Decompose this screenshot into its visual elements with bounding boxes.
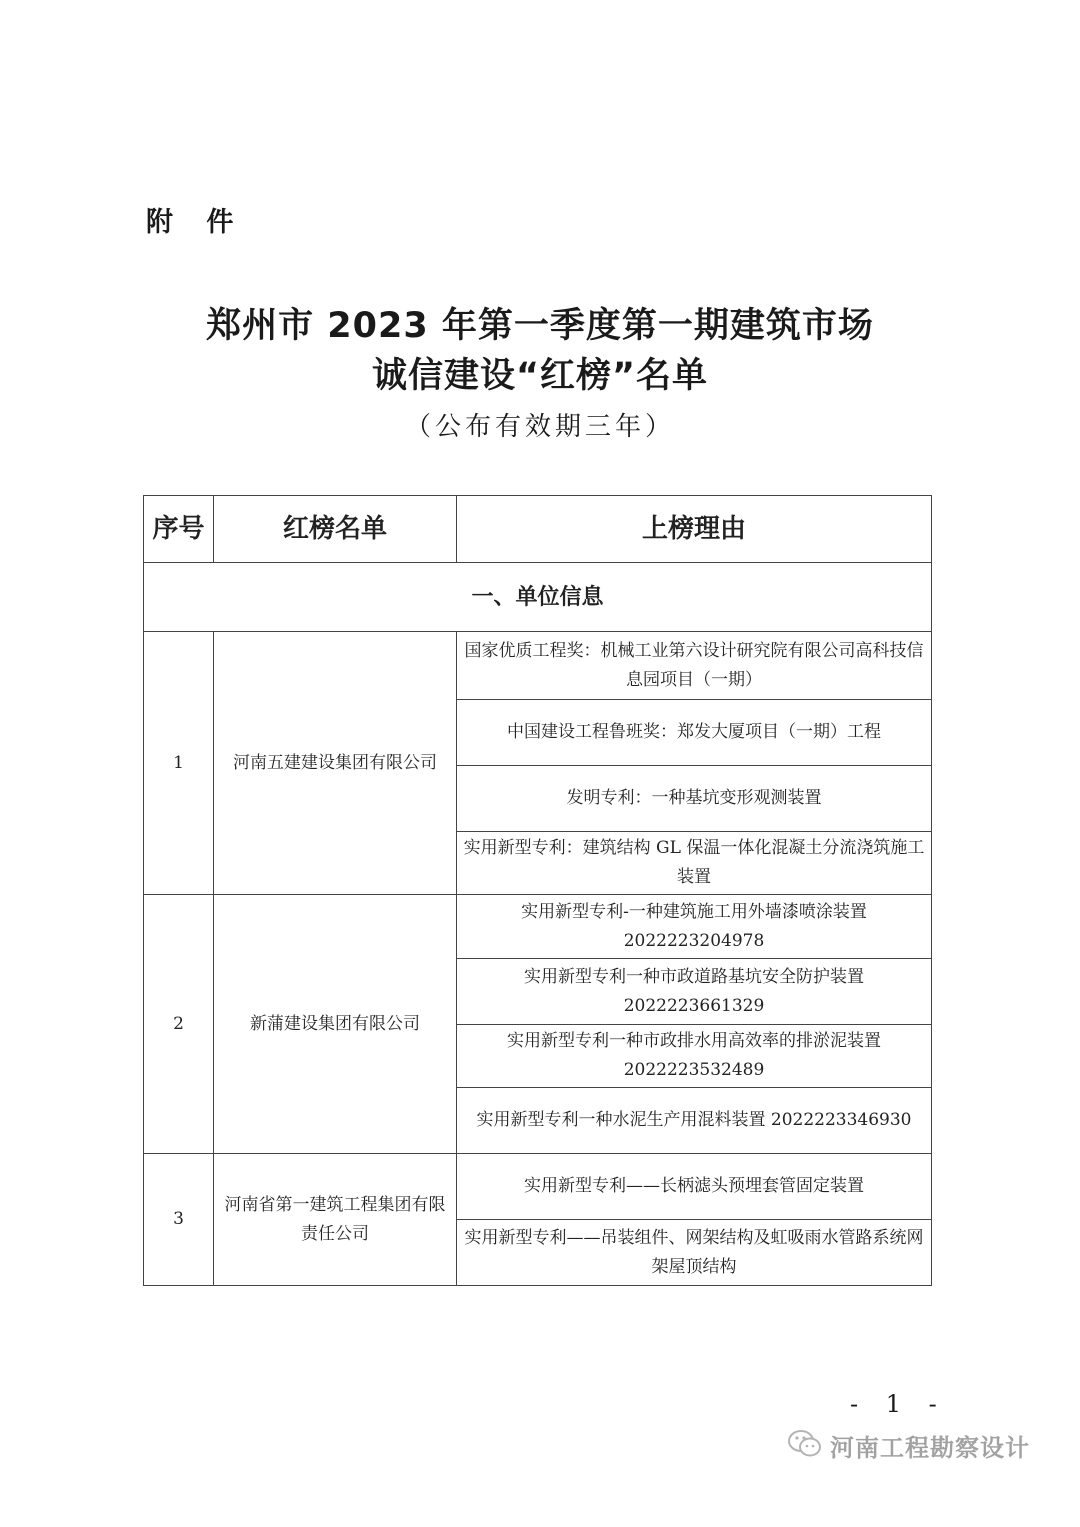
row-company: 新蒲建设集团有限公司 [214,895,457,1154]
table-row [144,895,932,959]
watermark [788,1428,1030,1463]
row-reason: 实用新型专利一种水泥生产用混料装置 2022223346930 [457,1088,932,1154]
row-company: 河南省第一建筑工程集团有限责任公司 [214,1154,457,1286]
row-reason: 实用新型专利——吊装组件、网架结构及虹吸雨水管路系统网架屋顶结构 [457,1220,932,1286]
page-title-line-1: 郑州市 2023 年第一季度第一期建筑市场 [206,306,874,346]
page-title-line-2: 诚信建设“红榜”名单 [371,356,708,396]
section-title: 一、单位信息 [144,563,932,632]
row-reason: 实用新型专利：建筑结构 GL 保温一体化混凝土分流浇筑施工装置 [457,832,932,895]
section-row [144,563,932,632]
wechat-icon [788,1429,822,1463]
row-reason: 实用新型专利——长柄滤头预埋套管固定装置 [457,1154,932,1220]
table-row [144,632,932,700]
row-reason: 实用新型专利一种市政排水用高效率的排淤泥装置 2022223532489 [457,1025,932,1088]
watermark-text: 河南工程勘察设计 [830,1434,1030,1462]
row-reason: 中国建设工程鲁班奖：郑发大厦项目（一期）工程 [457,700,932,766]
row-reason: 实用新型专利一种市政道路基坑安全防护装置 2022223661329 [457,959,932,1025]
header-seq: 序号 [144,496,214,563]
row-seq: 2 [144,895,214,1154]
row-company: 河南五建建设集团有限公司 [214,632,457,895]
row-reason: 实用新型专利-一种建筑施工用外墙漆喷涂装置 2022223204978 [457,895,932,959]
row-reason: 发明专利：一种基坑变形观测装置 [457,766,932,832]
attachment-label: 附 件 [146,207,236,238]
row-seq: 1 [144,632,214,895]
page-subtitle: （公布有效期三年） [404,412,675,442]
table-row [144,1154,932,1220]
header-company: 红榜名单 [214,496,457,563]
red-list-table [143,495,932,1286]
page-number: - 1 - [850,1390,947,1418]
header-reason: 上榜理由 [457,496,932,563]
row-reason: 国家优质工程奖：机械工业第六设计研究院有限公司高科技信息园项目（一期） [457,632,932,700]
row-seq: 3 [144,1154,214,1286]
table-header-row [144,496,932,563]
